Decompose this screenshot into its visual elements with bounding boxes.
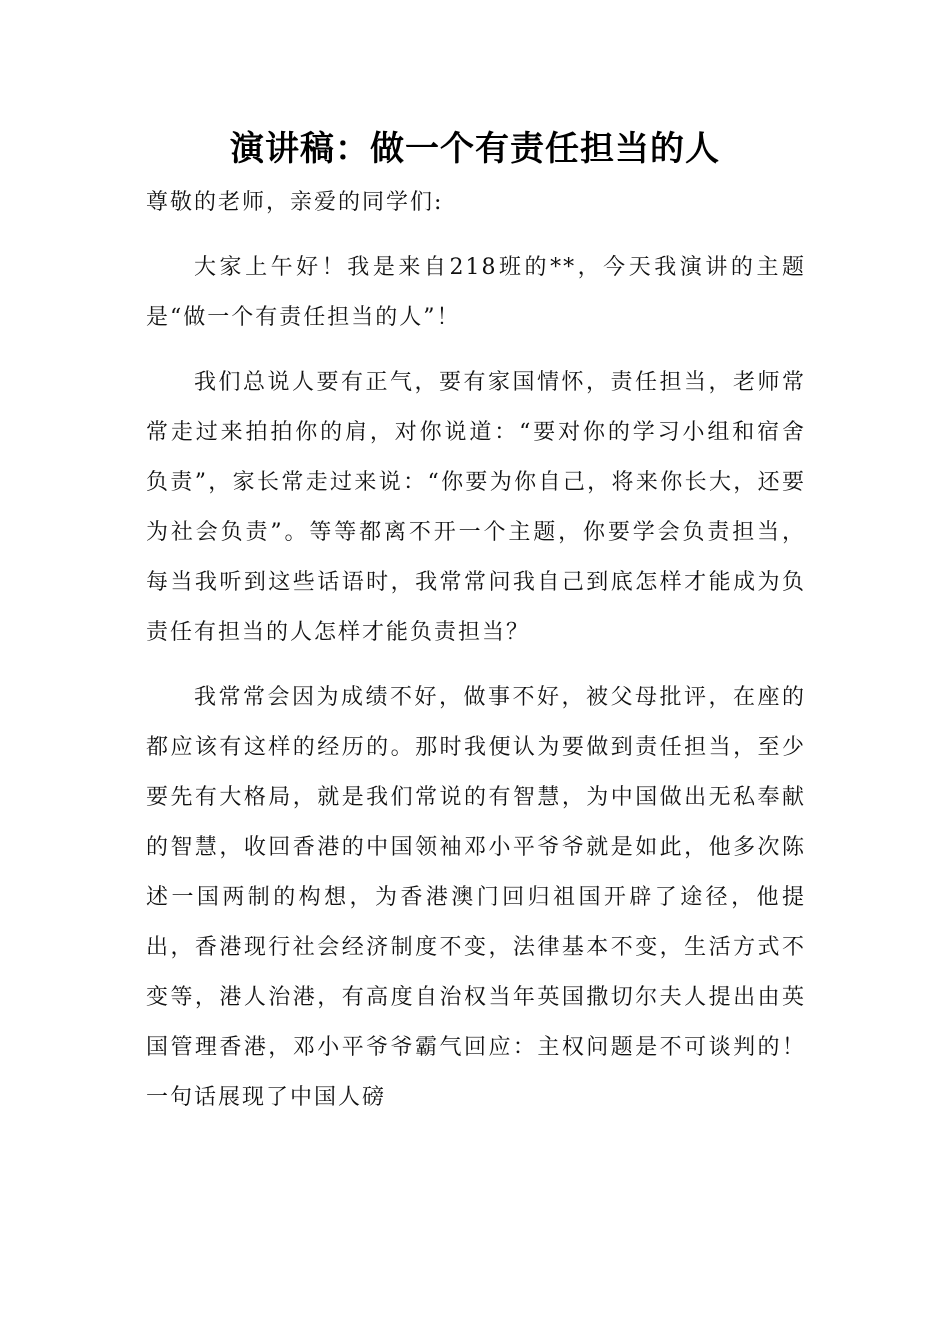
document-title: 演讲稿：做一个有责任担当的人 — [230, 129, 720, 169]
paragraph-2: 我们总说人要有正气，要有家国情怀，责任担当，老师常常走过来拍拍你的肩，对你说道：“要对你的学习小组和宿舍负责”，家长常走过来说：“你要为你自己，将来你长大，还要为社会负责”。等等都离不开一个主题，你要学会负责担当，每当我听到这些话语时，我常常问我自己到底怎样才能成为负责任有担当的人怎样才能负责担当？ — [146, 370, 806, 645]
document-body — [146, 178, 806, 1123]
paragraph-3: 我常常会因为成绩不好，做事不好，被父母批评，在座的都应该有这样的经历的。那时我便认为要做到责任担当，至少要先有大格局，就是我们常说的有智慧，为中国做出无私奉献的智慧，收回香港的中国领袖邓小平爷爷就是如此，他多次陈述一国两制的构想，为香港澳门回归祖国开辟了途径，他提出，香港现行社会经济制度不变，法律基本不变，生活方式不变等，港人治港，有高度自治权当年英国撒切尔夫人提出由英国管理香港，邓小平爷爷霸气回应：主权问题是不可谈判的！一句话展现了中国人磅 — [146, 685, 806, 1110]
salutation: 尊敬的老师，亲爱的同学们: — [146, 190, 444, 215]
paragraph-1: 大家上午好！我是来自218班的**，今天我演讲的主题是“做一个有责任担当的人”！ — [146, 255, 806, 330]
